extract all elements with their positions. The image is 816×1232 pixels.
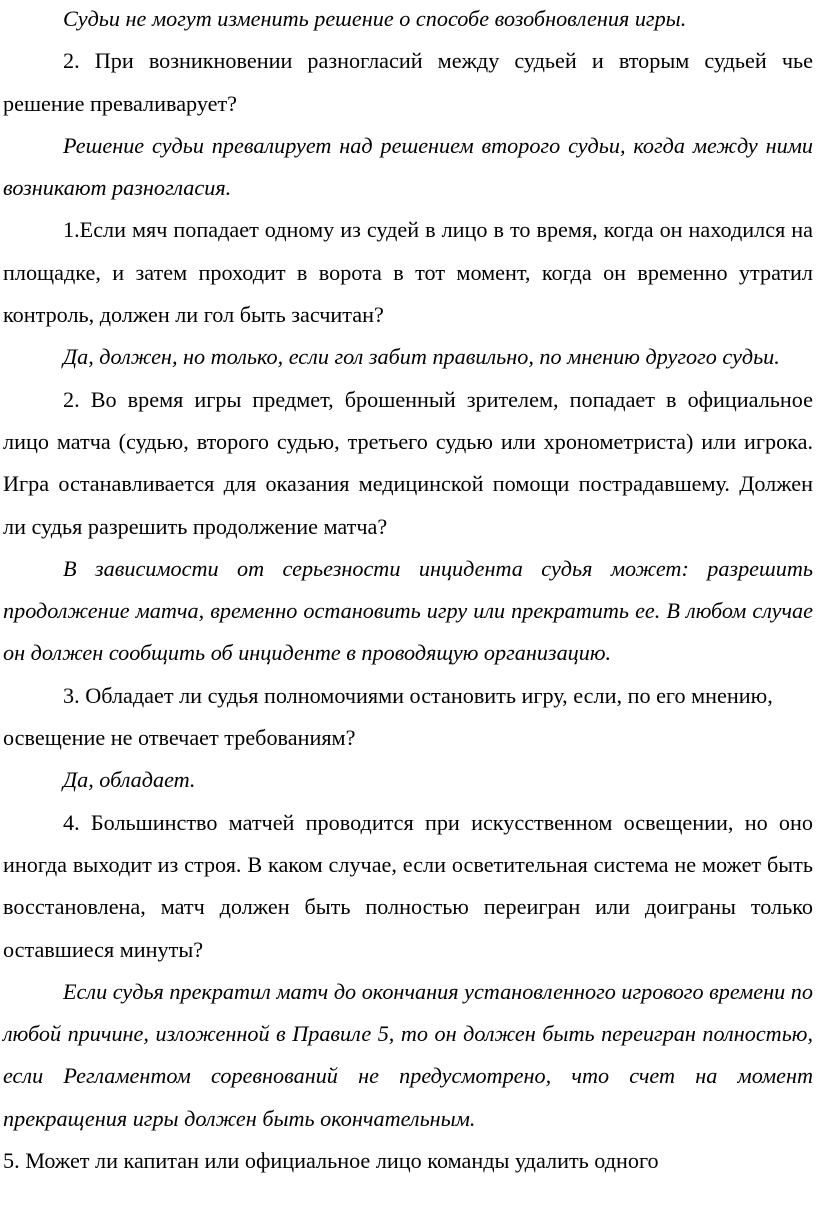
paragraph-question-3-lighting: 3. Обладает ли судья полномочиями остановить игру, если, по его мнению, освещение не отвечает требованиям? <box>3 682 773 751</box>
paragraph-answer-4: Если судья прекратил матч до окончания установленного игрового времени по любой причине, изложенной в Правиле 5, то он должен быть переигран полностью, если Регламентом соревнований не предусмотрено, что счет на момент прекращения игры должен быть окончательным. <box>3 978 813 1131</box>
paragraph-question-2-object-thrown: 2. Во время игры предмет, брошенный зрителем, попадает в официальное лицо матча (судью, второго судью, третьего судью или хронометриста) или игрока. Игра останавливается для оказания медицинской помощи пострадавшему. Должен ли судья разрешить продолжение матча? <box>3 386 813 539</box>
paragraph-answer-2: Решение судьи превалирует над решением второго судьи, когда между ними возникают разногласия. <box>3 132 813 201</box>
paragraph-answer-3: Да, обладает. <box>63 767 196 793</box>
paragraph-answer-2-object: В зависимости от серьезности инцидента судья может: разрешить продолжение матча, временно остановить игру или прекратить ее. В любом случае он должен сообщить об инциденте в проводящую организацию. <box>3 555 813 666</box>
paragraph-question-4-lighting-failure: 4. Большинство матчей проводится при искусственном освещении, но оно иногда выходит из строя. В каком случае, если осветительная система не может быть восстановлена, матч должен быть полностью переигран или доиграны только оставшиеся минуты? <box>3 809 813 962</box>
paragraph-question-1-ball-face: 1.Если мяч попадает одному из судей в лицо в то время, когда он находился на площадке, и затем проходит в ворота в тот момент, когда он временно утратил контроль, должен ли гол быть засчитан? <box>3 217 813 328</box>
paragraph-question-2-disagreement: 2. При возникновении разногласий между судьей и вторым судьей чье решение преваливарует? <box>3 48 813 116</box>
paragraph-question-5-captain: 5. Может ли капитан или официальное лицо команды удалить одного <box>3 1148 659 1174</box>
paragraph-answer-1: Да, должен, но только, если гол забит правильно, по мнению другого судьи. <box>63 344 780 370</box>
paragraph-answer-restart: Судьи не могут изменить решение о способе возобновления игры. <box>63 6 687 31</box>
